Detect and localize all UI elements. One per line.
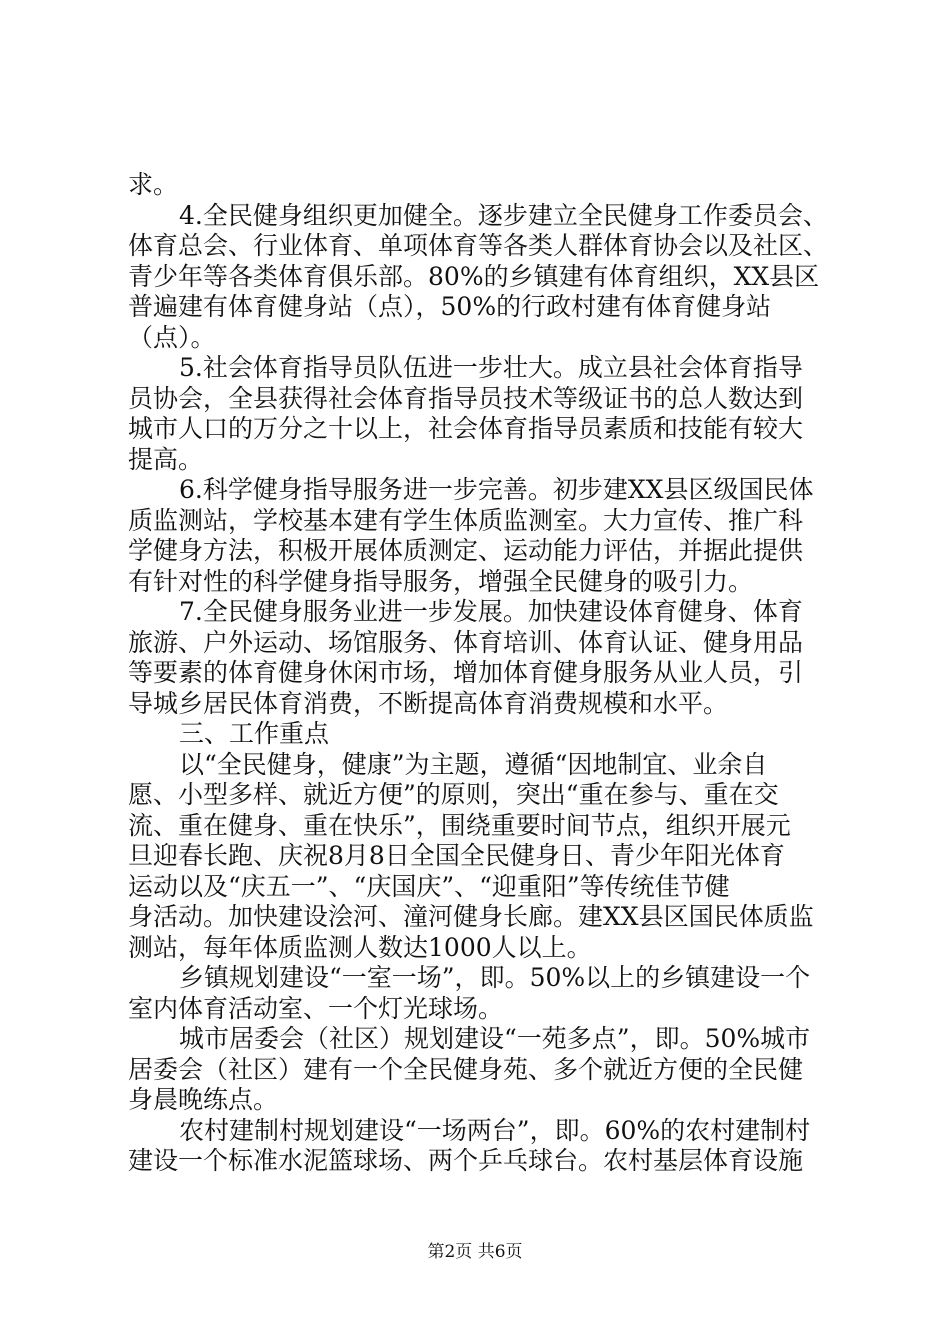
text-line: 乡镇规划建设“一室一场”，即。50%以上的乡镇建设一个 xyxy=(179,963,811,992)
text-line: 导城乡居民体育消费，不断提高体育消费规模和水平。 xyxy=(128,688,729,718)
text-line: 城市人口的万分之十以上，社会体育指导员素质和技能有较大 xyxy=(128,414,804,443)
text-line: 旦迎春长跑、庆祝8月8日全国全民健身日、青少年阳光体育 xyxy=(128,841,785,870)
text-line: 流、重在健身、重在快乐”，围绕重要时间节点，组织开展元 xyxy=(128,810,791,840)
text-line: 青少年等各类体育俱乐部。80%的乡镇建有体育组织，XX县区 xyxy=(128,261,820,291)
text-line: 身活动。加快建设浍河、潼河健身长廊。建XX县区国民体质监 xyxy=(128,902,814,931)
text-line: 4.全民健身组织更加健全。逐步建立全民健身工作委员会、 xyxy=(179,200,828,230)
text-line: 有针对性的科学健身指导服务，增强全民健身的吸引力。 xyxy=(128,566,754,596)
text-line: 等要素的体育健身休闲市场，增加体育健身服务从业人员，引 xyxy=(128,658,804,687)
text-line: 农村建制村规划建设“一场两台”，即。60%的农村建制村 xyxy=(179,1115,811,1145)
text-line: 居委会（社区）建有一个全民健身苑、多个就近方便的全民健 xyxy=(128,1054,804,1084)
text-line: 建设一个标准水泥篮球场、两个乒乓球台。农村基层体育设施 xyxy=(128,1146,804,1175)
text-line: 质监测站，学校基本建有学生体质监测室。大力宣传、推广科 xyxy=(128,505,804,535)
section-heading: 三、工作重点 xyxy=(179,719,330,748)
text-line: 室内体育活动室、一个灯光球场。 xyxy=(128,993,504,1023)
text-line: 7.全民健身服务业进一步发展。加快建设体育健身、体育 xyxy=(179,597,803,626)
text-line: 体育总会、行业体育、单项体育等各类人群体育协会以及社区、 xyxy=(128,231,829,260)
text-line: 测站，每年体质监测人数达1000人以上。 xyxy=(128,932,592,962)
text-line: 普遍建有体育健身站（点），50%的行政村建有体育健身站 xyxy=(128,292,772,321)
text-line: 运动以及“庆五一”、“庆国庆”、“迎重阳”等传统佳节健 xyxy=(128,871,730,901)
text-line: 以“全民健身，健康”为主题，遵循“因地制宜、业余自 xyxy=(179,749,768,779)
text-line: 5.社会体育指导员队伍进一步壮大。成立县社会体育指导 xyxy=(179,353,803,382)
text-line: 提高。 xyxy=(128,444,204,474)
text-line: 6.科学健身指导服务进一步完善。初步建XX县区级国民体 xyxy=(179,475,814,504)
page-footer: 第2页 共6页 xyxy=(427,1242,523,1262)
text-line: （点）。 xyxy=(128,322,216,352)
text-line: 旅游、户外运动、场馆服务、体育培训、体育认证、健身用品 xyxy=(128,627,804,657)
text-line: 学健身方法，积极开展体质测定、运动能力评估，并据此提供 xyxy=(128,536,804,565)
text-line: 求。 xyxy=(128,170,179,199)
text-line: 愿、小型多样、就近方便”的原则，突出“重在参与、重在交 xyxy=(128,780,779,809)
text-line: 员协会，全县获得社会体育指导员技术等级证书的总人数达到 xyxy=(128,383,804,413)
text-line: 城市居委会（社区）规划建设“一苑多点”，即。50%城市 xyxy=(179,1024,811,1053)
text-line: 身晨晚练点。 xyxy=(128,1085,279,1114)
